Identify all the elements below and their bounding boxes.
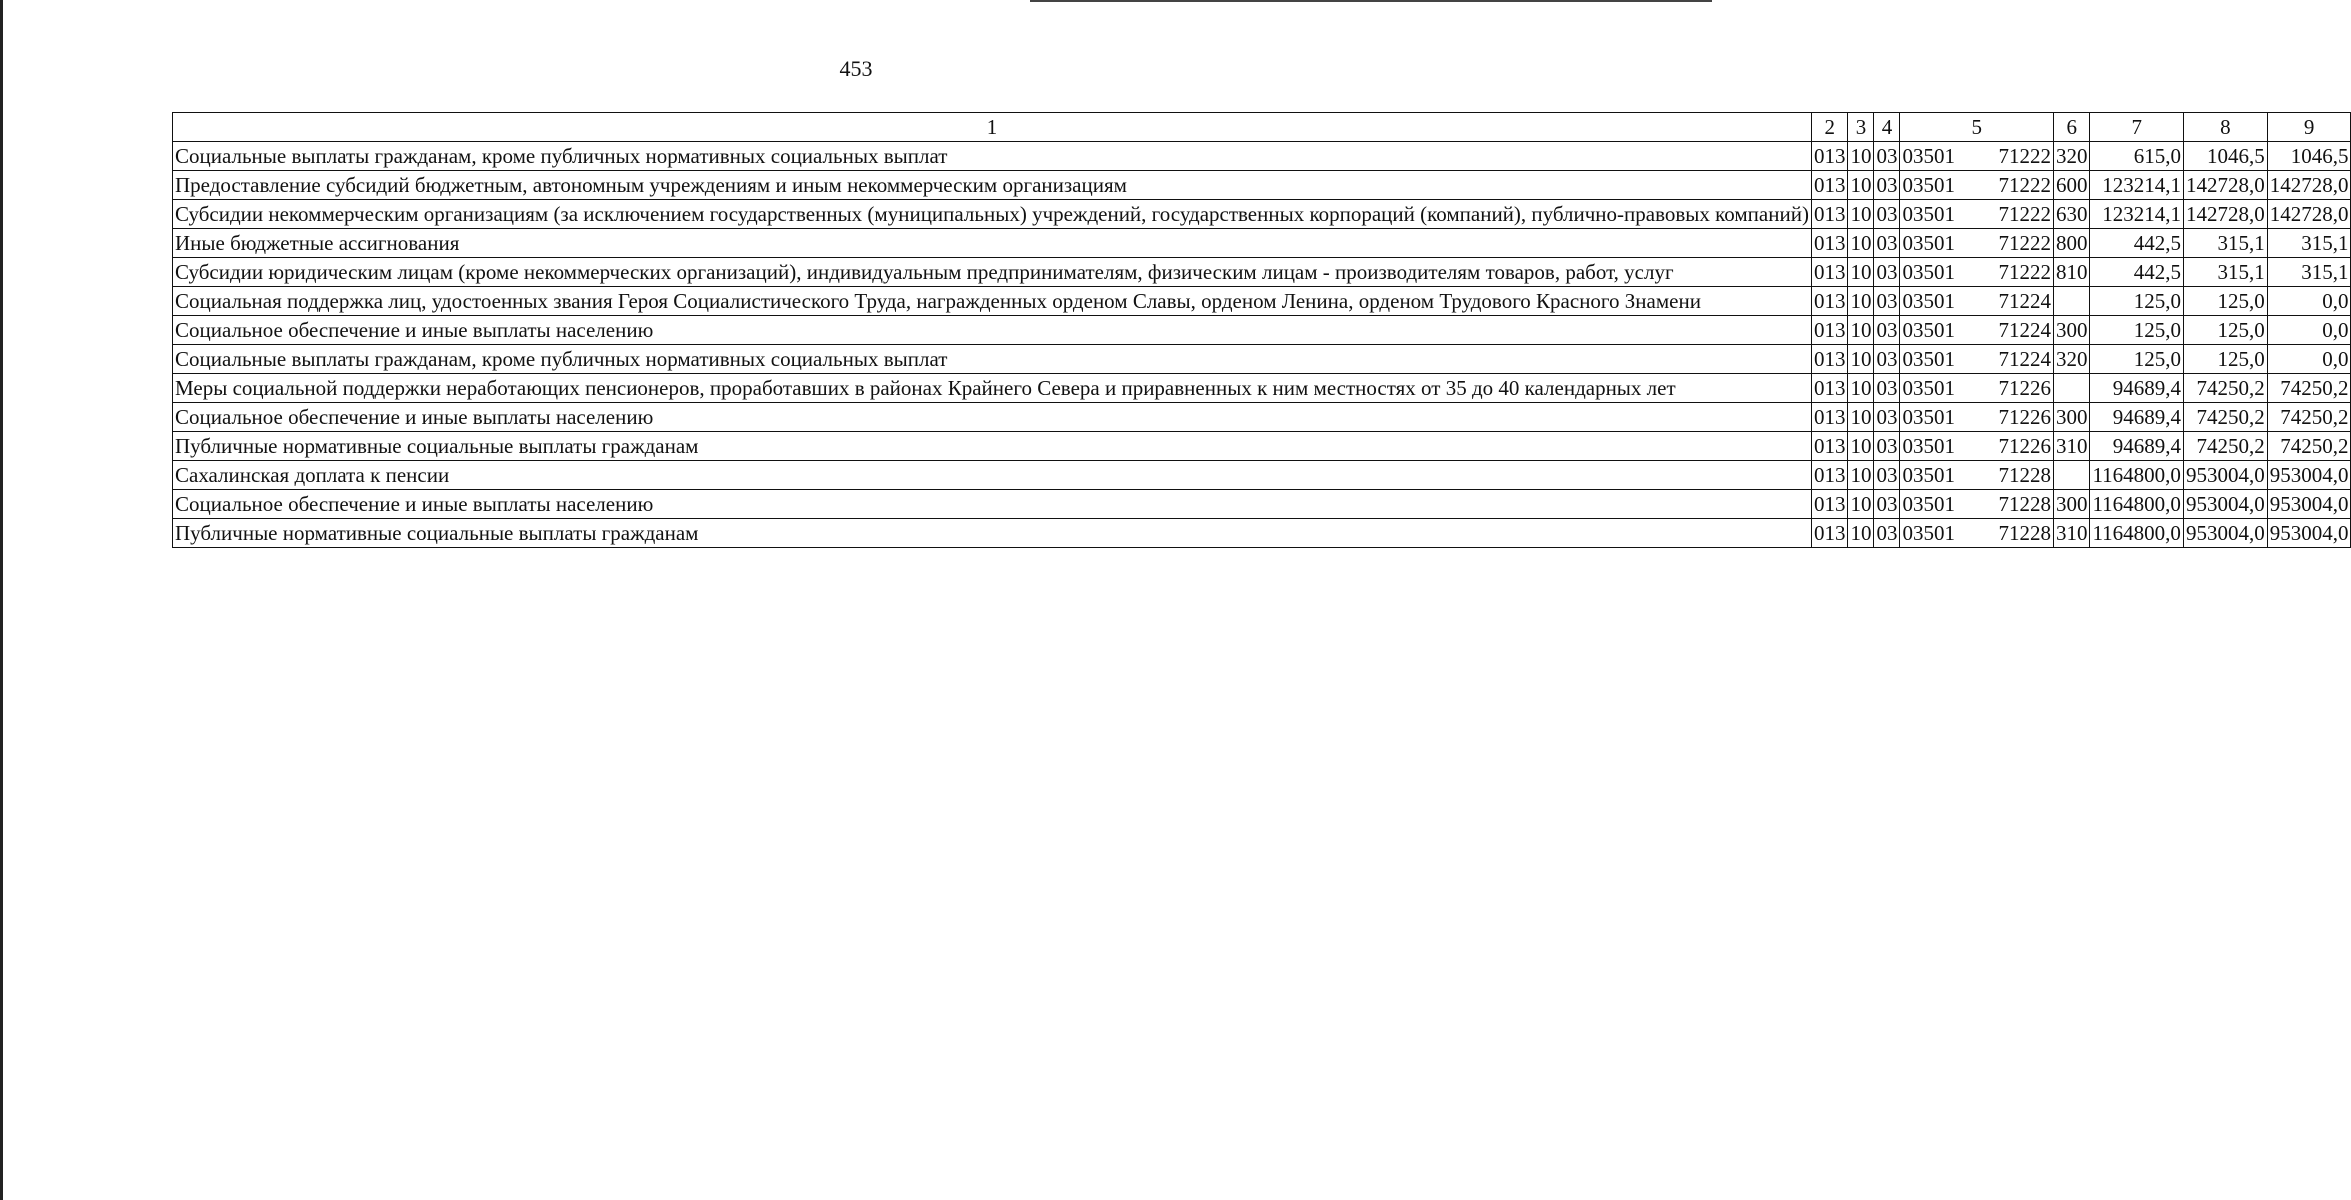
cell-amount-7: 615,0 bbox=[2090, 142, 2183, 171]
cell-expense-type bbox=[2053, 461, 2090, 490]
cell-amount-8: 125,0 bbox=[2183, 287, 2267, 316]
cell-amount-7: 125,0 bbox=[2090, 345, 2183, 374]
cell-subsection: 03 bbox=[1874, 142, 1900, 171]
cell-amount-8: 142728,0 bbox=[2183, 171, 2267, 200]
cell-amount-7: 94689,4 bbox=[2090, 432, 2183, 461]
cell-ministry-code: 013 bbox=[1811, 200, 1848, 229]
cell-section: 10 bbox=[1848, 345, 1874, 374]
row-description: Публичные нормативные социальные выплаты гражданам bbox=[173, 519, 1812, 548]
header-cell: 6 bbox=[2053, 113, 2090, 142]
cell-ministry-code: 013 bbox=[1811, 142, 1848, 171]
cell-subsection: 03 bbox=[1874, 432, 1900, 461]
cell-amount-7: 94689,4 bbox=[2090, 403, 2183, 432]
target-article-part-b: 71222 bbox=[1998, 144, 2051, 168]
table-row bbox=[173, 287, 2351, 316]
cell-amount-9: 1046,5 bbox=[2267, 142, 2351, 171]
header-cell: 2 bbox=[1811, 113, 1848, 142]
cell-section: 10 bbox=[1848, 490, 1874, 519]
cell-target-article bbox=[1900, 287, 2054, 316]
header-cell: 7 bbox=[2090, 113, 2183, 142]
cell-section: 10 bbox=[1848, 258, 1874, 287]
cell-amount-9: 74250,2 bbox=[2267, 374, 2351, 403]
cell-section: 10 bbox=[1848, 171, 1874, 200]
cell-subsection: 03 bbox=[1874, 403, 1900, 432]
table-row bbox=[173, 258, 2351, 287]
table-row bbox=[173, 432, 2351, 461]
target-article-part-a: 03501 bbox=[1902, 260, 1955, 284]
scan-edge-left bbox=[0, 0, 3, 1200]
cell-amount-9: 315,1 bbox=[2267, 258, 2351, 287]
cell-target-article bbox=[1900, 403, 2054, 432]
cell-ministry-code: 013 bbox=[1811, 258, 1848, 287]
cell-amount-8: 315,1 bbox=[2183, 258, 2267, 287]
cell-section: 10 bbox=[1848, 229, 1874, 258]
table-row bbox=[173, 142, 2351, 171]
cell-subsection: 03 bbox=[1874, 345, 1900, 374]
row-description: Субсидии юридическим лицам (кроме некоммерческих организаций), индивидуальным предпринимателям, физическим лицам - производителям товаров, работ, услуг bbox=[173, 258, 1812, 287]
cell-subsection: 03 bbox=[1874, 287, 1900, 316]
table-row bbox=[173, 490, 2351, 519]
cell-subsection: 03 bbox=[1874, 229, 1900, 258]
cell-amount-7: 125,0 bbox=[2090, 316, 2183, 345]
cell-amount-9: 142728,0 bbox=[2267, 200, 2351, 229]
cell-target-article bbox=[1900, 171, 2054, 200]
cell-expense-type: 300 bbox=[2053, 403, 2090, 432]
target-article-part-b: 71228 bbox=[1998, 521, 2051, 545]
page-number: 453 bbox=[839, 56, 873, 81]
cell-section: 10 bbox=[1848, 200, 1874, 229]
row-description: Социальная поддержка лиц, удостоенных звания Героя Социалистического Труда, награжденных орденом Славы, орденом Ленина, орденом Трудового Красного Знамени bbox=[173, 287, 1812, 316]
header-cell: 9 bbox=[2267, 113, 2351, 142]
target-article-part-a: 03501 bbox=[1902, 347, 1955, 371]
table-row bbox=[173, 345, 2351, 374]
cell-ministry-code: 013 bbox=[1811, 171, 1848, 200]
cell-subsection: 03 bbox=[1874, 374, 1900, 403]
cell-expense-type bbox=[2053, 374, 2090, 403]
cell-amount-9: 953004,0 bbox=[2267, 519, 2351, 548]
cell-amount-9: 0,0 bbox=[2267, 345, 2351, 374]
cell-expense-type: 310 bbox=[2053, 432, 2090, 461]
target-article-part-a: 03501 bbox=[1902, 173, 1955, 197]
row-description: Социальное обеспечение и иные выплаты населению bbox=[173, 316, 1812, 345]
row-description: Социальные выплаты гражданам, кроме публичных нормативных социальных выплат bbox=[173, 345, 1812, 374]
target-article-part-a: 03501 bbox=[1902, 318, 1955, 342]
cell-amount-7: 123214,1 bbox=[2090, 171, 2183, 200]
cell-expense-type: 310 bbox=[2053, 519, 2090, 548]
cell-target-article bbox=[1900, 258, 2054, 287]
cell-amount-8: 74250,2 bbox=[2183, 374, 2267, 403]
cell-subsection: 03 bbox=[1874, 519, 1900, 548]
cell-subsection: 03 bbox=[1874, 461, 1900, 490]
cell-expense-type: 300 bbox=[2053, 316, 2090, 345]
cell-ministry-code: 013 bbox=[1811, 461, 1848, 490]
cell-section: 10 bbox=[1848, 287, 1874, 316]
row-description: Социальное обеспечение и иные выплаты населению bbox=[173, 403, 1812, 432]
table-row bbox=[173, 229, 2351, 258]
cell-amount-7: 1164800,0 bbox=[2090, 461, 2183, 490]
cell-expense-type: 800 bbox=[2053, 229, 2090, 258]
row-description: Публичные нормативные социальные выплаты гражданам bbox=[173, 432, 1812, 461]
target-article-part-b: 71222 bbox=[1998, 173, 2051, 197]
target-article-part-b: 71228 bbox=[1998, 463, 2051, 487]
target-article-part-b: 71228 bbox=[1998, 492, 2051, 516]
cell-expense-type: 320 bbox=[2053, 345, 2090, 374]
cell-subsection: 03 bbox=[1874, 258, 1900, 287]
cell-amount-7: 123214,1 bbox=[2090, 200, 2183, 229]
cell-ministry-code: 013 bbox=[1811, 229, 1848, 258]
cell-section: 10 bbox=[1848, 142, 1874, 171]
cell-expense-type: 300 bbox=[2053, 490, 2090, 519]
scan-edge-top bbox=[1030, 0, 1712, 2]
target-article-part-a: 03501 bbox=[1902, 521, 1955, 545]
cell-subsection: 03 bbox=[1874, 200, 1900, 229]
cell-expense-type bbox=[2053, 287, 2090, 316]
cell-amount-9: 74250,2 bbox=[2267, 403, 2351, 432]
table-row bbox=[173, 171, 2351, 200]
target-article-part-b: 71226 bbox=[1998, 405, 2051, 429]
target-article-part-b: 71222 bbox=[1998, 202, 2051, 226]
target-article-part-b: 71226 bbox=[1998, 376, 2051, 400]
cell-ministry-code: 013 bbox=[1811, 490, 1848, 519]
row-description: Иные бюджетные ассигнования bbox=[173, 229, 1812, 258]
cell-section: 10 bbox=[1848, 316, 1874, 345]
target-article-part-b: 71222 bbox=[1998, 260, 2051, 284]
row-description: Субсидии некоммерческим организациям (за исключением государственных (муниципальных) учреждений, государственных корпораций (компаний), публично-правовых компаний) bbox=[173, 200, 1812, 229]
cell-target-article bbox=[1900, 490, 2054, 519]
budget-table bbox=[172, 112, 2351, 548]
cell-amount-7: 1164800,0 bbox=[2090, 519, 2183, 548]
cell-amount-8: 1046,5 bbox=[2183, 142, 2267, 171]
cell-amount-8: 74250,2 bbox=[2183, 432, 2267, 461]
row-description: Предоставление субсидий бюджетным, автономным учреждениям и иным некоммерческим организациям bbox=[173, 171, 1812, 200]
row-description: Социальные выплаты гражданам, кроме публичных нормативных социальных выплат bbox=[173, 142, 1812, 171]
table-row bbox=[173, 316, 2351, 345]
header-cell: 5 bbox=[1900, 113, 2054, 142]
cell-amount-8: 142728,0 bbox=[2183, 200, 2267, 229]
cell-amount-9: 315,1 bbox=[2267, 229, 2351, 258]
header-cell: 1 bbox=[173, 113, 1812, 142]
table-row bbox=[173, 200, 2351, 229]
cell-expense-type: 600 bbox=[2053, 171, 2090, 200]
cell-target-article bbox=[1900, 142, 2054, 171]
cell-amount-8: 953004,0 bbox=[2183, 519, 2267, 548]
cell-target-article bbox=[1900, 200, 2054, 229]
row-description: Меры социальной поддержки неработающих пенсионеров, проработавших в районах Крайнего Севера и приравненных к ним местностях от 35 до 40 календарных лет bbox=[173, 374, 1812, 403]
cell-ministry-code: 013 bbox=[1811, 374, 1848, 403]
cell-amount-8: 953004,0 bbox=[2183, 490, 2267, 519]
cell-amount-9: 953004,0 bbox=[2267, 490, 2351, 519]
table-row bbox=[173, 403, 2351, 432]
cell-section: 10 bbox=[1848, 403, 1874, 432]
header-cell: 3 bbox=[1848, 113, 1874, 142]
cell-target-article bbox=[1900, 316, 2054, 345]
cell-expense-type: 630 bbox=[2053, 200, 2090, 229]
cell-amount-9: 74250,2 bbox=[2267, 432, 2351, 461]
cell-section: 10 bbox=[1848, 461, 1874, 490]
row-description: Социальное обеспечение и иные выплаты населению bbox=[173, 490, 1812, 519]
cell-expense-type: 810 bbox=[2053, 258, 2090, 287]
cell-amount-9: 0,0 bbox=[2267, 316, 2351, 345]
cell-target-article bbox=[1900, 519, 2054, 548]
cell-amount-7: 442,5 bbox=[2090, 258, 2183, 287]
cell-target-article bbox=[1900, 461, 2054, 490]
cell-amount-7: 442,5 bbox=[2090, 229, 2183, 258]
cell-section: 10 bbox=[1848, 374, 1874, 403]
target-article-part-a: 03501 bbox=[1902, 434, 1955, 458]
table-row bbox=[173, 374, 2351, 403]
header-cell: 8 bbox=[2183, 113, 2267, 142]
target-article-part-b: 71224 bbox=[1998, 318, 2051, 342]
cell-target-article bbox=[1900, 432, 2054, 461]
cell-target-article bbox=[1900, 374, 2054, 403]
cell-target-article bbox=[1900, 229, 2054, 258]
cell-target-article bbox=[1900, 345, 2054, 374]
cell-amount-8: 125,0 bbox=[2183, 316, 2267, 345]
cell-subsection: 03 bbox=[1874, 171, 1900, 200]
target-article-part-a: 03501 bbox=[1902, 144, 1955, 168]
target-article-part-b: 71226 bbox=[1998, 434, 2051, 458]
cell-subsection: 03 bbox=[1874, 316, 1900, 345]
cell-amount-8: 125,0 bbox=[2183, 345, 2267, 374]
target-article-part-a: 03501 bbox=[1902, 463, 1955, 487]
cell-ministry-code: 013 bbox=[1811, 519, 1848, 548]
target-article-part-b: 71224 bbox=[1998, 347, 2051, 371]
cell-amount-9: 142728,0 bbox=[2267, 171, 2351, 200]
target-article-part-a: 03501 bbox=[1902, 376, 1955, 400]
table-row bbox=[173, 461, 2351, 490]
target-article-part-a: 03501 bbox=[1902, 492, 1955, 516]
cell-amount-7: 1164800,0 bbox=[2090, 490, 2183, 519]
cell-amount-7: 94689,4 bbox=[2090, 374, 2183, 403]
header-cell: 4 bbox=[1874, 113, 1900, 142]
cell-section: 10 bbox=[1848, 432, 1874, 461]
target-article-part-a: 03501 bbox=[1902, 405, 1955, 429]
cell-ministry-code: 013 bbox=[1811, 345, 1848, 374]
table-header-row bbox=[173, 113, 2351, 142]
target-article-part-a: 03501 bbox=[1902, 231, 1955, 255]
cell-ministry-code: 013 bbox=[1811, 287, 1848, 316]
row-description: Сахалинская доплата к пенсии bbox=[173, 461, 1812, 490]
cell-amount-8: 315,1 bbox=[2183, 229, 2267, 258]
cell-amount-8: 953004,0 bbox=[2183, 461, 2267, 490]
cell-ministry-code: 013 bbox=[1811, 403, 1848, 432]
cell-ministry-code: 013 bbox=[1811, 316, 1848, 345]
target-article-part-b: 71222 bbox=[1998, 231, 2051, 255]
cell-amount-9: 953004,0 bbox=[2267, 461, 2351, 490]
cell-subsection: 03 bbox=[1874, 490, 1900, 519]
table-row bbox=[173, 519, 2351, 548]
cell-ministry-code: 013 bbox=[1811, 432, 1848, 461]
target-article-part-b: 71224 bbox=[1998, 289, 2051, 313]
target-article-part-a: 03501 bbox=[1902, 289, 1955, 313]
cell-amount-7: 125,0 bbox=[2090, 287, 2183, 316]
cell-expense-type: 320 bbox=[2053, 142, 2090, 171]
cell-amount-9: 0,0 bbox=[2267, 287, 2351, 316]
cell-section: 10 bbox=[1848, 519, 1874, 548]
target-article-part-a: 03501 bbox=[1902, 202, 1955, 226]
cell-amount-8: 74250,2 bbox=[2183, 403, 2267, 432]
